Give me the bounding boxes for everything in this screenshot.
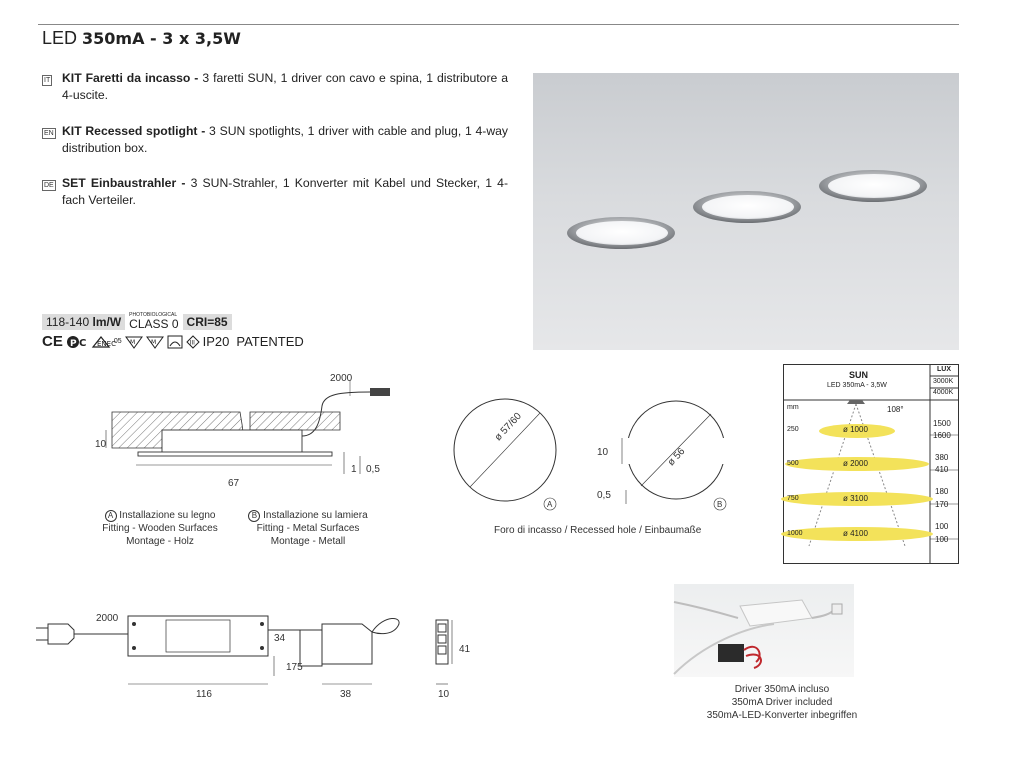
row-dist-1000: 1000 <box>787 530 803 537</box>
title-bold: 350mA - 3 x 3,5W <box>82 29 241 48</box>
row-lux2-1000: 100 <box>935 535 949 544</box>
photobio-class: CLASS 0 <box>129 317 179 331</box>
driver-dim-34: 34 <box>274 633 286 644</box>
spot-2 <box>693 191 801 223</box>
desc-it-bold: KIT Faretti da incasso - <box>62 71 199 85</box>
enec-number: 05 <box>113 338 122 345</box>
driver-photo-illustration <box>674 584 854 677</box>
driver-photo <box>674 584 854 677</box>
hole-caption: Foro di incasso / Recessed hole / Einbaumaße <box>494 525 702 536</box>
thermal-icon <box>167 335 183 349</box>
desc-de-bold: SET Einbaustrahler - <box>62 176 186 190</box>
lang-badge-en: EN <box>44 130 54 137</box>
beam-angle: 108° <box>887 405 904 414</box>
svg-text:M: M <box>129 338 135 346</box>
lux-table <box>783 364 959 564</box>
row-dist-250: 250 <box>787 426 799 433</box>
efficacy-value: 118-140 <box>46 314 90 329</box>
row-dist-750: 750 <box>787 495 799 502</box>
spot-1 <box>567 217 675 249</box>
driver-dim-10: 10 <box>438 689 450 700</box>
row-lux1-500: 380 <box>935 453 949 462</box>
cap-a-line2: Fitting - Wooden Surfaces <box>102 523 218 534</box>
lux-header: LUX <box>937 366 951 373</box>
cap-a-line3: Montage - Holz <box>126 536 194 547</box>
driver-caption-line1: Driver 350mA incluso <box>734 684 830 695</box>
efficacy-unit: lm/W <box>92 314 122 329</box>
class-iii-icon <box>186 335 200 349</box>
row-dist-500: 500 <box>787 460 799 467</box>
driver-dim-116: 116 <box>196 689 212 700</box>
driver-caption <box>700 683 864 722</box>
furniture-mark-icon <box>125 335 143 349</box>
driver-dim-175: 175 <box>286 662 303 673</box>
hole-label-b: B <box>717 500 723 509</box>
row-dia-1000: ø 4100 <box>843 529 868 538</box>
recessed-hole-drawing <box>440 392 740 516</box>
hole-label-a: A <box>547 500 553 509</box>
lang-badge-it: IT <box>44 77 51 84</box>
cap-b-line3: Montage - Metall <box>270 536 346 547</box>
dim-height-10: 10 <box>95 439 107 450</box>
description-de <box>42 175 508 209</box>
driver-dim-38: 38 <box>340 689 352 700</box>
caption-wood <box>90 509 230 548</box>
desc-en-text: 3 SUN spotlights, 1 driver with cable and plug, 1 4-way distribution box. <box>62 124 508 155</box>
description-it <box>42 70 508 104</box>
spotlights-illustration <box>533 73 959 350</box>
cri-badge: CRI=85 <box>183 314 232 330</box>
row-lux1-250: 1500 <box>933 419 951 428</box>
header-rule <box>38 24 959 25</box>
certifications <box>42 333 304 350</box>
row-lux2-250: 1600 <box>933 431 951 440</box>
row-dia-750: ø 3100 <box>843 494 868 503</box>
desc-de-text: 3 SUN-Strahler, 1 Konverter mit Kabel und Stecker, 1 4-fach Verteiler. <box>62 176 508 207</box>
svg-text:C: C <box>78 337 87 349</box>
spot-3 <box>819 170 927 202</box>
label-a-circle: A <box>105 510 117 522</box>
driver-dim-41: 41 <box>459 644 471 655</box>
dim-0-5: 0,5 <box>366 464 380 475</box>
svg-text:III: III <box>189 339 195 346</box>
dim-10-hole: 10 <box>597 447 609 458</box>
driver-cable-2000: 2000 <box>96 613 119 624</box>
ce-mark: CE <box>42 333 63 350</box>
enec-icon <box>91 335 116 349</box>
desc-it-text: 3 faretti SUN, 1 driver con cavo e spina, 1 distributore a 4-uscite. <box>62 71 509 102</box>
label-b-circle: B <box>248 510 260 522</box>
row-lux2-750: 170 <box>935 500 949 509</box>
svg-text:P: P <box>69 338 77 349</box>
patented-label: PATENTED <box>236 334 304 349</box>
lux-subtitle: LED 350mA - 3,5W <box>827 382 887 389</box>
lang-badge-de: DE <box>44 182 54 189</box>
page-title <box>42 28 241 49</box>
cap-b-line2: Fitting - Metal Surfaces <box>256 523 360 534</box>
row-dia-250: ø 1000 <box>843 425 868 434</box>
furniture-mark-2-icon <box>146 335 164 349</box>
photobio-small: PHOTOBIOLOGICAL <box>129 312 178 318</box>
svg-text:M: M <box>150 338 156 346</box>
cap-b-line1: Installazione su lamiera <box>263 510 368 521</box>
dim-width-67: 67 <box>228 478 240 489</box>
driver-caption-line2: 350mA Driver included <box>731 697 833 708</box>
dia-56: ø 56 <box>665 446 688 469</box>
row-lux1-1000: 100 <box>935 522 949 531</box>
cap-a-line1: Installazione su legno <box>119 510 216 521</box>
cct-3000: 3000K <box>933 378 954 385</box>
driver-caption-line3: 350mA-LED-Konverter inbegriffen <box>706 710 858 721</box>
cct-4000: 4000K <box>933 389 954 396</box>
ip-rating: IP20 <box>202 334 230 349</box>
row-lux2-500: 410 <box>935 465 949 474</box>
description-en <box>42 123 508 157</box>
svg-text:ENEC: ENEC <box>96 339 116 348</box>
caption-metal <box>238 509 378 548</box>
desc-en-bold: KIT Recessed spotlight - <box>62 124 206 138</box>
spec-row <box>42 313 232 330</box>
row-lux1-750: 180 <box>935 487 949 496</box>
dia-57-60: ø 57/60 <box>492 410 524 444</box>
pc-cert-icon <box>66 335 88 349</box>
lux-product: SUN <box>849 370 869 380</box>
efficacy-badge <box>42 314 125 330</box>
dim-1: 1 <box>351 464 357 475</box>
photobiological-class <box>129 313 178 330</box>
row-dia-500: ø 2000 <box>843 459 868 468</box>
product-photo <box>533 73 959 350</box>
title-prefix: LED <box>42 28 78 48</box>
dim-cable-2000: 2000 <box>330 373 353 384</box>
dim-0-5-hole: 0,5 <box>597 490 611 501</box>
lux-unit: mm <box>787 404 799 411</box>
